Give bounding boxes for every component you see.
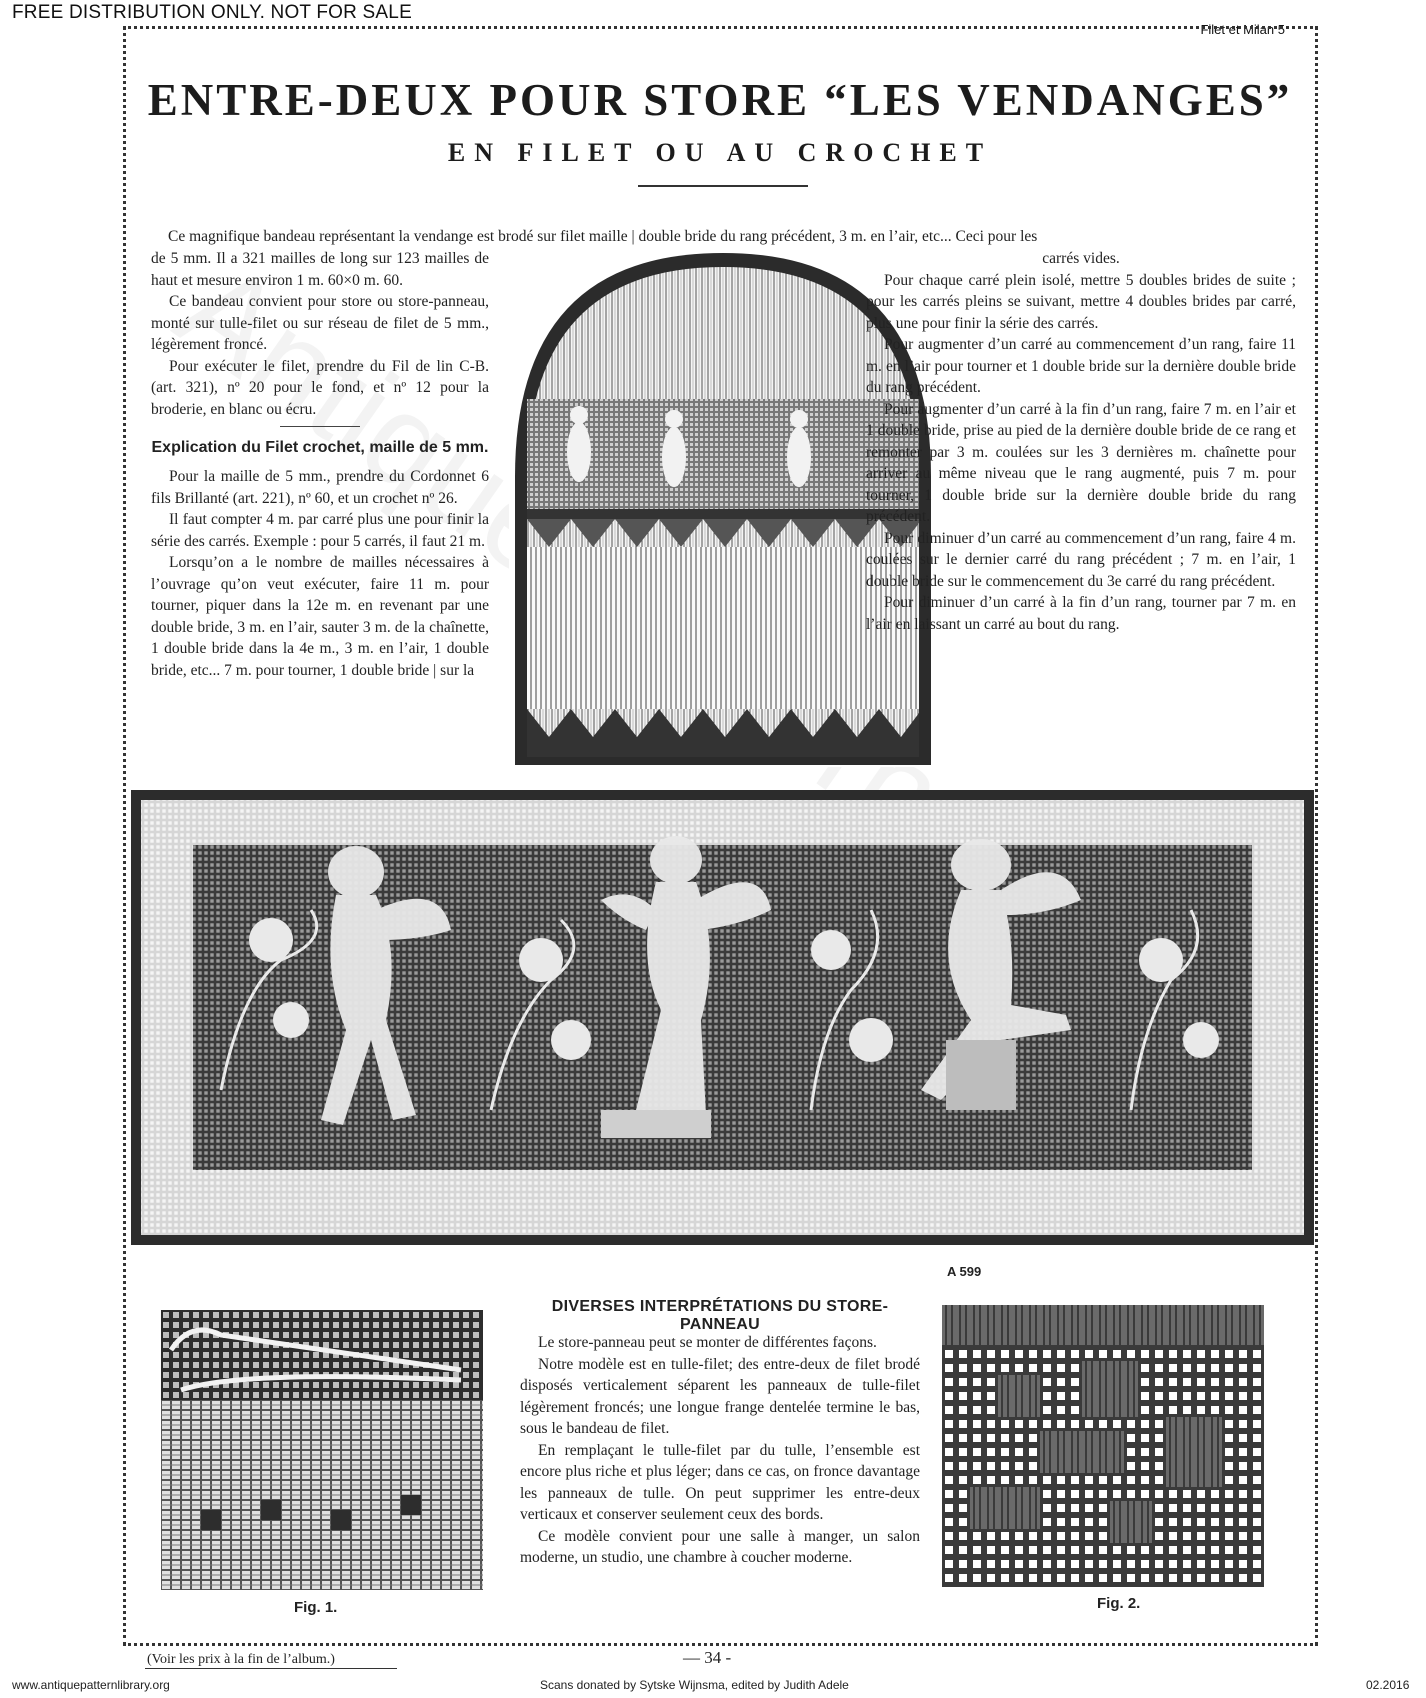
figure-2-crochet-filet	[942, 1305, 1264, 1587]
right-paragraph: Pour augmenter d’un carré à la fin d’un rang, faire 7 m. en l’air et 1 double bride, prise au pied de la dernière double bride de ce rang et remonter par 3 m. coulées sur les 3 dernières m. chaînette pour arriver au même niveau que le rang augmenté, puis 7 m. pour tourner, 1 double bride sur la dernière double bride du rang précédent.	[866, 400, 1296, 525]
center-paragraph: Notre modèle est en tulle-filet; des entre-deux de filet brodé disposés verticalement séparent les panneaux de tulle-filet légèrement froncés; une longue frange dentelée termine le bas, sous le bandeau de filet.	[520, 1355, 920, 1437]
center-paragraph: Le store-panneau peut se monter de différentes façons.	[538, 1334, 877, 1351]
left-paragraph: Pour exécuter le filet, prendre du Fil de lin C-B. (art. 321), nº 20 pour le fond, et nº 12 pour la broderie, en blanc ou écru.	[151, 357, 489, 418]
page-subtitle: EN FILET OU AU CROCHET	[447, 138, 993, 167]
right-paragraph: Pour augmenter d’un carré au commencement d’un rang, faire 11 m. en l’air pour tourner et 1 double bride sur la dernière double bride du rang précédent.	[866, 336, 1296, 396]
price-note: (Voir les prix à la fin de l’album.)	[147, 1652, 335, 1667]
figure-2-caption: Fig. 2.	[1097, 1595, 1141, 1612]
left-column	[151, 248, 489, 681]
right-paragraph: Pour diminuer d’un carré au commencement d’un rang, faire 4 m. coulées sur le dernier carré du rang précédent ; 7 m. en l’air, 1 double bride sur le commencement du 3e carré du rang précédent.	[866, 529, 1296, 590]
page-title: ENTRE-DEUX POUR STORE “LES VENDANGES”	[147, 75, 1293, 125]
left-paragraph: Lorsqu’on a le nombre de mailles nécessaires à l’ouvrage qu’on veut exécuter, faire 11 m. pour tourner, piquer dans la 12e m. en revenant par une double bride, 3 m. en l’air, sauter 3 m. de la chaînette, 1 double bride dans la 4e m., 3 m. en l’air, 1 double bride, etc... 7 m. pour tourner, 1 double bride | sur la	[151, 554, 489, 679]
left-paragraph: de 5 mm. Il a 321 mailles de long sur 123 mailles de haut et mesure environ 1 m. 60×0 m. 60.	[151, 250, 489, 289]
scan-credit: Scans donated by Sytske Wijnsma, edited by Judith Adele	[540, 1678, 849, 1692]
center-column	[520, 1332, 920, 1569]
right-paragraph: Pour diminuer d’un carré à la fin d’un rang, tourner par 7 m. en l’air en laissant un carré au bout du rang.	[866, 594, 1296, 633]
section-heading: Explication du Filet crochet, maille de 5 mm.	[151, 439, 489, 456]
page-number: — 34 -	[683, 1648, 732, 1667]
pattern-reference: A 599	[947, 1264, 982, 1279]
price-note-underline	[145, 1668, 397, 1669]
right-paragraph: Pour chaque carré plein isolé, mettre 5 doubles brides de suite ; pour les carrés pleins se suivant, mettre 4 doubles brides par carré, plus une pour finir la série des carrés.	[866, 271, 1296, 332]
filet-chart-vendanges	[131, 790, 1314, 1245]
section-divider	[280, 426, 360, 427]
right-column	[866, 248, 1296, 635]
source-url: www.antiquepatternlibrary.org	[12, 1678, 170, 1692]
series-label: Filet et Milan 5	[1200, 22, 1285, 37]
distribution-banner: FREE DISTRIBUTION ONLY. NOT FOR SALE	[12, 2, 412, 23]
intro-line: Ce magnifique bandeau représentant la vendange est brodé sur filet maille | double bride du rang précédent, 3 m. en l’air, etc... Ceci pour les	[168, 228, 1038, 245]
center-paragraph: Ce modèle convient pour une salle à manger, un salon moderne, un studio, une chambre à coucher moderne.	[520, 1527, 920, 1566]
scan-date: 02.2016	[1366, 1678, 1410, 1692]
title-divider	[638, 185, 808, 187]
left-paragraph: Ce bandeau convient pour store ou store-panneau, monté sur tulle-filet ou sur réseau de filet de 5 mm., légèrement froncé.	[151, 293, 489, 353]
left-paragraph: Pour la maille de 5 mm., prendre du Cordonnet 6 fils Brillanté (art. 221), nº 60, et un crochet nº 26.	[151, 468, 489, 507]
figure-1-caption: Fig. 1.	[294, 1599, 338, 1616]
center-paragraph: En remplaçant le tulle-filet par du tulle, l’ensemble est encore plus riche et plus léger; dans ce cas, on fronce davantage les panneaux de tulle. On peut supprimer les entre-deux verticaux et conserver seulement ceux des bords.	[520, 1441, 920, 1523]
left-paragraph: Il faut compter 4 m. par carré plus une pour finir la série des carrés. Exemple : pour 5 carrés, il faut 21 m.	[151, 511, 489, 550]
right-paragraph: carrés vides.	[1042, 250, 1120, 267]
figure-1-darning-stitch	[161, 1310, 483, 1590]
section-heading: DIVERSES INTERPRÉTATIONS DU STORE-PANNEAU	[551, 1298, 889, 1333]
